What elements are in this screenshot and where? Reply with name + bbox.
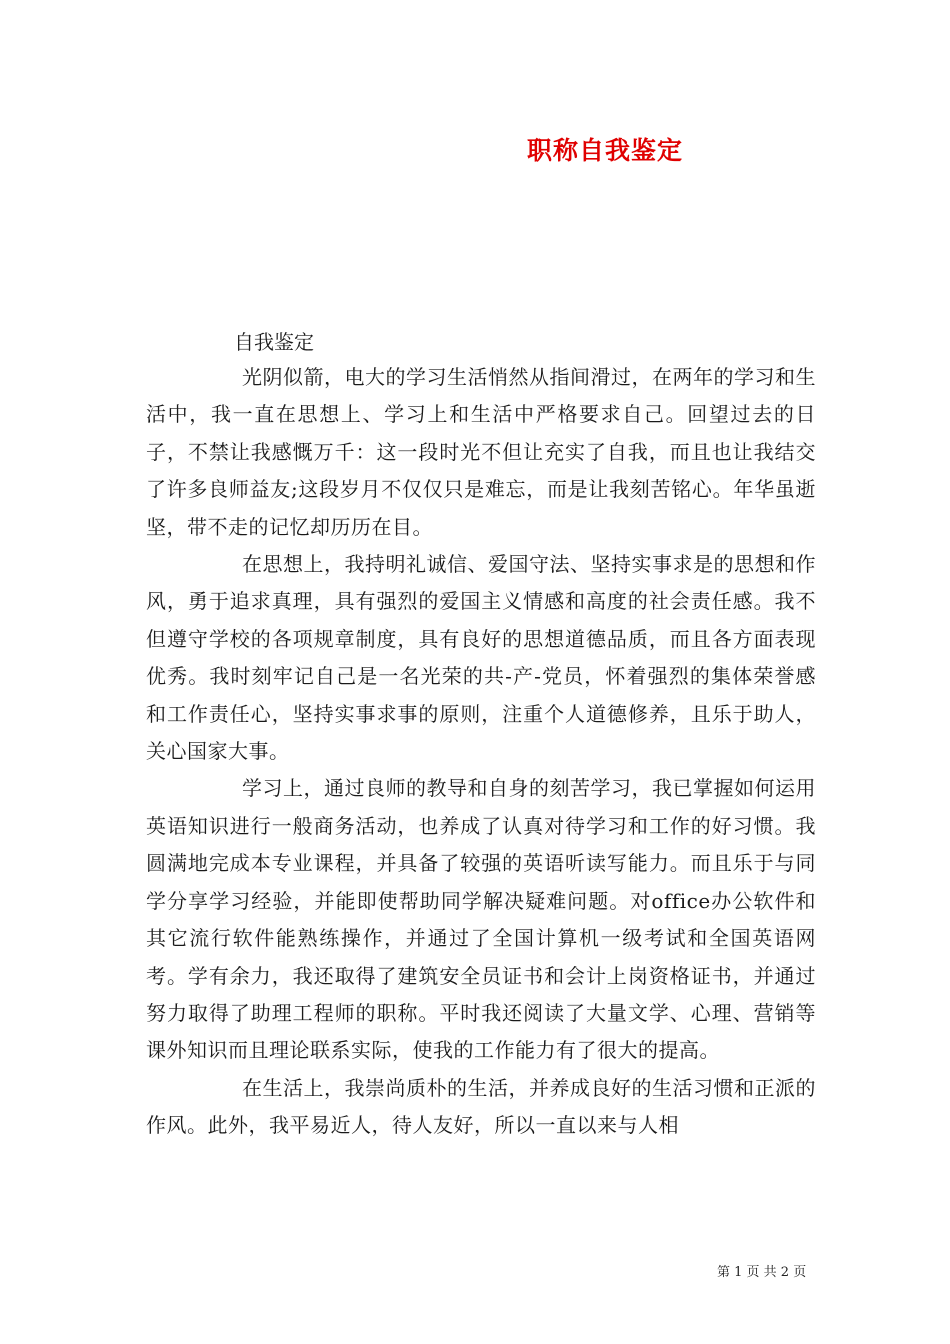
section-heading: 自我鉴定 bbox=[234, 330, 314, 354]
paragraph-study: 学习上，通过良师的教导和自身的刻苦学习，我已掌握如何运用英语知识进行一般商务活动，也养成了认真对待学习和工作的好习惯。我圆满地完成本专业课程，并具备了较强的英语听读写能力。而且乐于与同学分享学习经验，并能即使帮助同学解决疑难问题。对office办公软件和其它流行软件能熟练操作，并通过了全国计算机一级考试和全国英语网考。学有余力，我还取得了建筑安全员证书和会计上岗资格证书，并通过努力取得了助理工程师的职称。平时我还阅读了大量文学、心理、营销等课外知识而且理论联系实际，使我的工作能力有了很大的提高。 bbox=[146, 776, 816, 1063]
paragraph-life: 在生活上，我崇尚质朴的生活，并养成良好的生活习惯和正派的作风。此外，我平易近人，待人友好，所以一直以来与人相 bbox=[146, 1075, 816, 1138]
document-body bbox=[146, 359, 816, 1145]
document-title: 职称自我鉴定 bbox=[527, 136, 684, 165]
paragraph-thought: 在思想上，我持明礼诚信、爱国守法、坚持实事求是的思想和作风，勇于追求真理，具有强烈的爱国主义情感和高度的社会责任感。我不但遵守学校的各项规章制度，具有良好的思想道德品质，而且各方面表现优秀。我时刻牢记自己是一名光荣的共-产-党员，怀着强烈的集体荣誉感和工作责任心，坚持实事求事的原则，注重个人道德修养，且乐于助人，关心国家大事。 bbox=[146, 552, 816, 764]
paragraph-intro: 光阴似箭，电大的学习生活悄然从指间滑过，在两年的学习和生活中，我一直在思想上、学习上和生活中严格要求自己。回望过去的日子，不禁让我感慨万千：这一段时光不但让充实了自我，而且也让我结交了许多良师益友;这段岁月不仅仅只是难忘，而是让我刻苦铭心。年华虽逝坚，带不走的记忆却历历在目。 bbox=[146, 365, 816, 539]
page-number-footer: 第 1 页 共 2 页 bbox=[717, 1265, 807, 1280]
